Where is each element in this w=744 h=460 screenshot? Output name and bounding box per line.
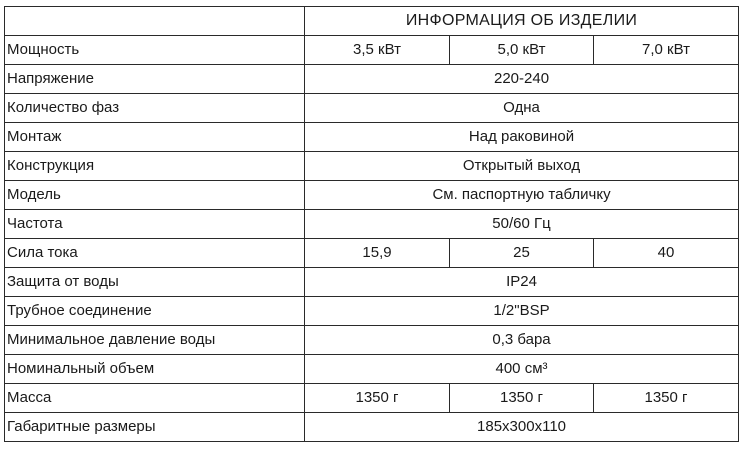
row-value: 25 [450, 239, 594, 268]
row-value: Одна [305, 94, 739, 123]
row-label: Габаритные размеры [5, 413, 305, 442]
row-label: Напряжение [5, 65, 305, 94]
row-label: Модель [5, 181, 305, 210]
row-value: 3,5 кВт [305, 36, 450, 65]
table-row-pipe-connection [5, 297, 739, 326]
row-value: IP24 [305, 268, 739, 297]
table-row-voltage [5, 65, 739, 94]
table-row-model [5, 181, 739, 210]
row-label: Масса [5, 384, 305, 413]
product-info-table [4, 6, 739, 442]
row-label: Сила тока [5, 239, 305, 268]
row-value: Над раковиной [305, 123, 739, 152]
row-value: 5,0 кВт [450, 36, 594, 65]
row-value: 50/60 Гц [305, 210, 739, 239]
table-row-min-pressure [5, 326, 739, 355]
row-label: Защита от воды [5, 268, 305, 297]
row-label: Номинальный объем [5, 355, 305, 384]
row-value: Открытый выход [305, 152, 739, 181]
row-value: 400 см³ [305, 355, 739, 384]
row-value: 15,9 [305, 239, 450, 268]
table-row-water-protection [5, 268, 739, 297]
table-row-phases [5, 94, 739, 123]
table-row-nominal-volume [5, 355, 739, 384]
row-value: 220-240 [305, 65, 739, 94]
table-row-mass [5, 384, 739, 413]
table-header-row [5, 7, 739, 36]
row-label: Мощность [5, 36, 305, 65]
row-value: 1350 г [450, 384, 594, 413]
row-label: Минимальное давление воды [5, 326, 305, 355]
row-value: 1350 г [594, 384, 739, 413]
row-label: Конструкция [5, 152, 305, 181]
row-value: 7,0 кВт [594, 36, 739, 65]
row-value: 0,3 бара [305, 326, 739, 355]
header-empty-cell [5, 7, 305, 36]
table-row-dimensions [5, 413, 739, 442]
table-row-mounting [5, 123, 739, 152]
row-value: 40 [594, 239, 739, 268]
row-label: Трубное соединение [5, 297, 305, 326]
row-label: Частота [5, 210, 305, 239]
row-label: Монтаж [5, 123, 305, 152]
row-value: 185x300x110 [305, 413, 739, 442]
row-value: См. паспортную табличку [305, 181, 739, 210]
table-row-power [5, 36, 739, 65]
table-row-current [5, 239, 739, 268]
table-header: ИНФОРМАЦИЯ ОБ ИЗДЕЛИИ [305, 7, 739, 36]
row-value: 1/2"BSP [305, 297, 739, 326]
row-value: 1350 г [305, 384, 450, 413]
table-row-frequency [5, 210, 739, 239]
row-label: Количество фаз [5, 94, 305, 123]
table-row-construction [5, 152, 739, 181]
